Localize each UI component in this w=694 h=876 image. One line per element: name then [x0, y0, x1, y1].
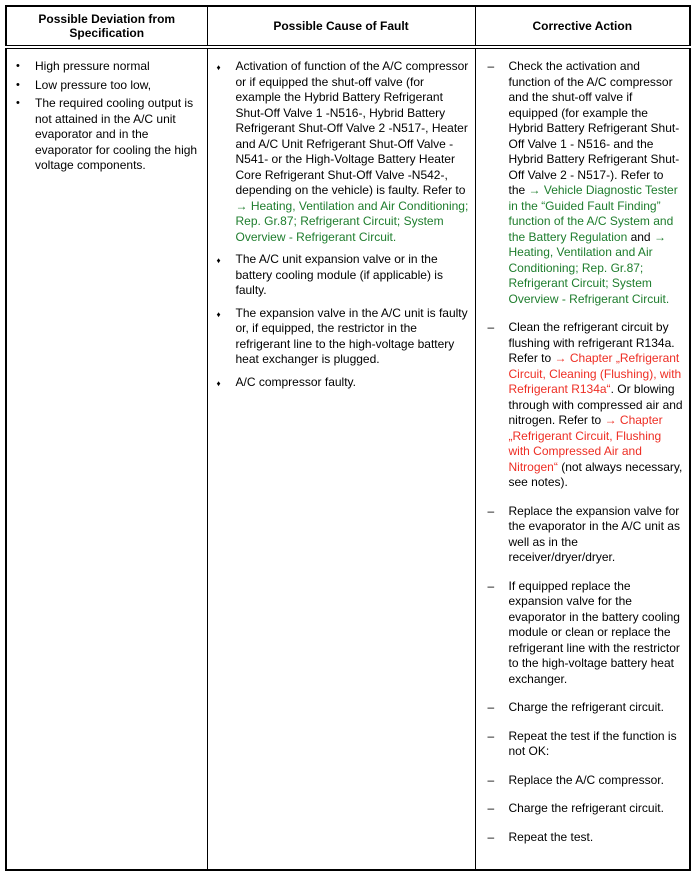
item-text	[509, 700, 684, 716]
column-header-deviation: Possible Deviation from Specification	[6, 6, 207, 47]
list-item	[488, 801, 684, 817]
list-item	[16, 59, 201, 75]
text-segment: Charge the refrigerant circuit.	[508, 700, 664, 714]
item-text	[35, 96, 201, 174]
bullet-dash-icon: –	[487, 503, 495, 518]
item-text	[509, 773, 684, 789]
bullet-dash-icon: –	[487, 801, 495, 815]
item-text	[236, 375, 469, 391]
reference-link[interactable]: → Vehicle Diagnostic Tester in the “Guided Fault Finding” function of the A/C System and the Battery Regulation	[508, 183, 678, 244]
bullet-dash-icon: –	[487, 320, 495, 334]
bullet-dash-icon: –	[487, 578, 495, 593]
cell-cause	[207, 47, 475, 870]
text-segment: Clean the refrigerant circuit by flushing with refrigerant R134a. Refer to	[508, 320, 675, 365]
list-item	[488, 700, 684, 716]
list-item	[488, 729, 684, 760]
bullet-diamond-icon: ♦	[216, 256, 221, 265]
table-body-row	[6, 47, 690, 870]
bullet-diamond-icon: ♦	[216, 378, 221, 388]
column-header-action: Corrective Action	[475, 6, 690, 47]
list-item	[217, 375, 469, 392]
text-segment: High pressure normal	[35, 59, 150, 73]
text-segment: Replace the A/C compressor.	[508, 772, 664, 787]
text-segment: Check the activation and function of the A/C compressor and the shut-off valve if equipped (for example the Hybrid Battery Refrigerant Shut-Off Valve 1 - N516- and the Hybrid Battery Refrigerant Shut-Off Valve 2 - N517-). Refer to the	[508, 59, 680, 197]
bullet-dash-icon: –	[487, 59, 495, 73]
table-header-row	[6, 6, 690, 47]
text-segment: Repeat the test.	[508, 829, 594, 844]
diagnostic-table	[5, 5, 691, 871]
text-segment: . Or blowing through with compressed air and nitrogen. Refer to	[508, 382, 683, 427]
text-segment: Charge the refrigerant circuit.	[508, 801, 664, 815]
list-item	[488, 320, 684, 491]
bullet-diamond-icon: ♦	[216, 309, 221, 319]
bullet-dash-icon: –	[487, 772, 495, 787]
text-segment: and	[627, 229, 654, 244]
reference-link[interactable]: → Chapter „Refrigerant Circuit, Flushing with Compressed Air and Nitrogen“	[508, 413, 663, 474]
item-text	[236, 59, 469, 245]
list-item	[488, 830, 684, 846]
item-text	[509, 801, 684, 817]
item-text	[236, 252, 469, 299]
item-text	[509, 320, 684, 491]
item-text	[236, 306, 469, 368]
reference-link[interactable]: → Chapter „Refrigerant Circuit, Cleaning (Flushing), with Refrigerant R134a“	[508, 351, 682, 396]
item-text	[509, 579, 684, 688]
list-item	[217, 252, 469, 299]
text-segment: If equipped replace the expansion valve for the evaporator in the battery cooling module or clean or replace the refrigerant line with the restrictor to the high-voltage battery heat exchanger.	[508, 578, 680, 686]
item-text	[509, 729, 684, 760]
bullet-dash-icon: –	[487, 700, 495, 714]
item-text	[509, 830, 684, 846]
text-segment: A/C compressor faulty.	[235, 374, 356, 389]
item-text	[35, 78, 201, 94]
column-header-cause: Possible Cause of Fault	[207, 6, 475, 47]
list-item	[488, 59, 684, 307]
bullet-dot-icon: •	[16, 97, 20, 109]
list-item	[217, 306, 469, 368]
bullet-dash-icon: –	[487, 728, 495, 743]
list-item	[16, 78, 201, 94]
bullet-dot-icon: •	[16, 60, 20, 72]
item-text	[35, 59, 201, 75]
text-segment: Activation of function of the A/C compressor or if equipped the shut-off valve (for example the Hybrid Battery Refrigerant Shut-Off Valve 1 -N516-, Hybrid Battery Refrigerant Shut-Off Valve 2 -N517-, Heater and A/C Unit Refrigerant Shut-Off Valve -N541- or the High-Voltage Battery Heater Core Refrigerant Shut-Off Valve -N542-, depending on the vehicle) is faulty. Refer to	[235, 59, 469, 197]
text-segment: Repeat the test if the function is not OK:	[508, 728, 677, 758]
list-item	[217, 59, 469, 245]
item-text	[509, 59, 684, 307]
list-item	[488, 579, 684, 688]
text-segment: Replace the expansion valve for the evaporator in the A/C unit as well as in the receiver/dryer/dryer.	[508, 503, 680, 564]
reference-link[interactable]: → Heating, Ventilation and Air Conditioning; Rep. Gr.87; Refrigerant Circuit; System Overview - Refrigerant Circuit.	[508, 229, 670, 306]
list-item	[488, 773, 684, 789]
text-segment: (not always necessary, see notes).	[508, 459, 683, 489]
text-segment: The A/C unit expansion valve or in the battery cooling module (if applicable) is faulty.	[235, 252, 443, 297]
text-segment: The expansion valve in the A/C unit is faulty or, if equipped, the restrictor in the refrigerant line to the high-voltage battery heat exchanger is plugged.	[235, 305, 468, 366]
cell-action	[475, 47, 690, 870]
cell-deviation	[6, 47, 207, 870]
reference-link[interactable]: → Heating, Ventilation and Air Conditioning; Rep. Gr.87; Refrigerant Circuit; System Overview - Refrigerant Circuit.	[235, 198, 469, 244]
item-text	[509, 504, 684, 566]
bullet-dash-icon: –	[487, 829, 495, 844]
bullet-dot-icon: •	[16, 78, 20, 91]
list-item	[16, 96, 201, 174]
text-segment: The required cooling output is not attained in the A/C unit evaporator and in the evaporator for cooling the high voltage components.	[35, 96, 198, 172]
bullet-diamond-icon: ♦	[216, 63, 221, 72]
list-item	[488, 504, 684, 566]
text-segment: Low pressure too low,	[35, 77, 152, 92]
